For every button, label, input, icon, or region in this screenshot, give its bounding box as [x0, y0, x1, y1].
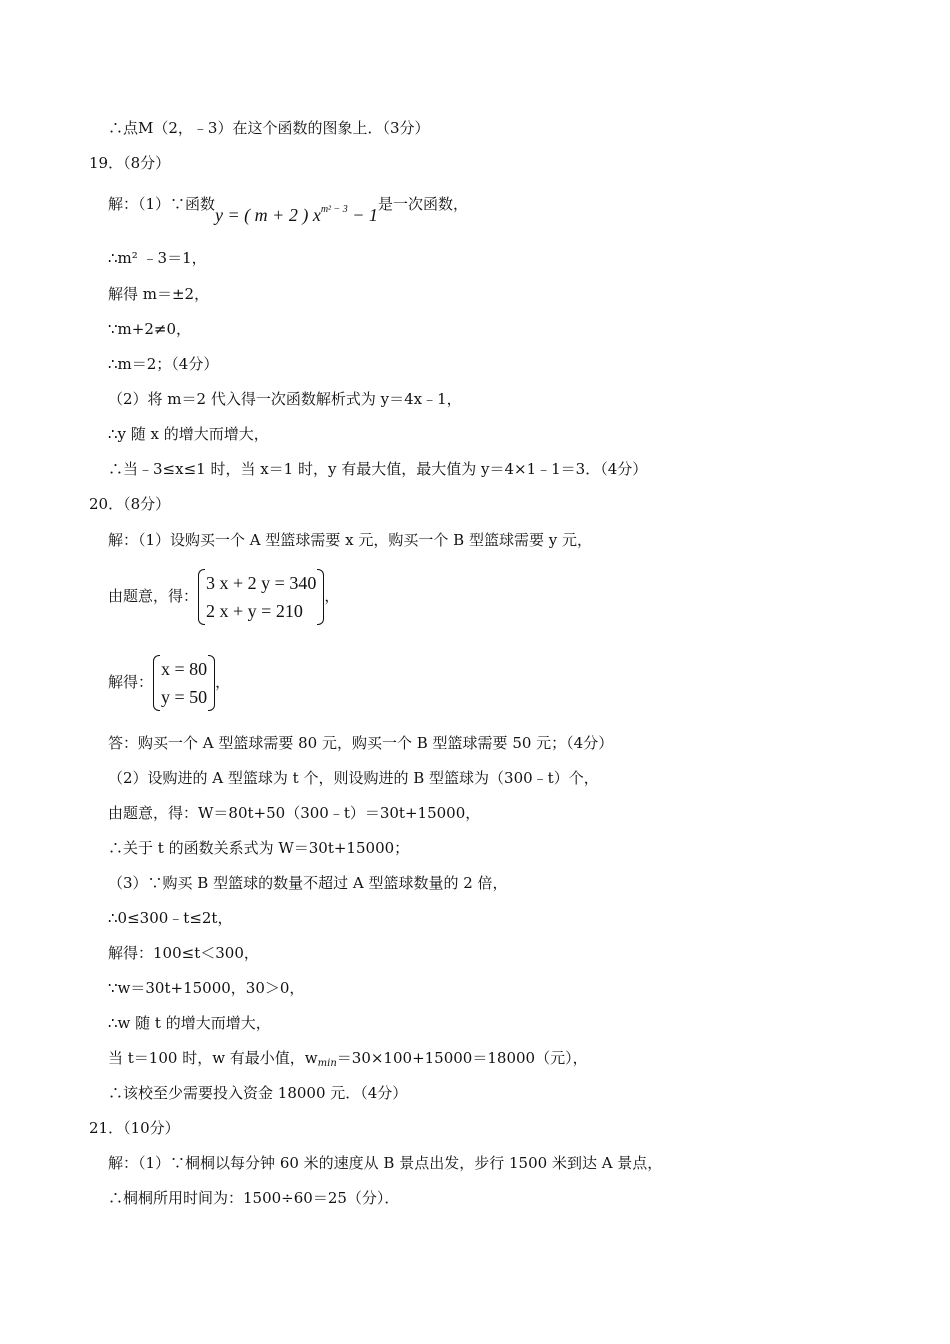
text-line: ∴关于 t 的函数关系式为 W＝30t+15000；: [108, 839, 410, 857]
text-line: 答：购买一个 A 型篮球需要 80 元，购买一个 B 型篮球需要 50 元；（4分）: [108, 734, 614, 752]
formula-function: [215, 205, 378, 225]
subscript: min: [317, 1058, 337, 1069]
text-fragment: ＝30×100+15000＝18000（元），: [336, 1049, 588, 1067]
text-line: 解得 m＝±2，: [108, 285, 210, 303]
equation-row: y = 50: [161, 687, 208, 707]
text-line: 由题意，得：W＝80t+50（300﹣t）＝30t+15000，: [108, 804, 481, 822]
formula-tail: − 1: [347, 205, 378, 225]
right-paren: [317, 569, 324, 625]
text-line: ∴当﹣3≤x≤1 时，当 x＝1 时，y 有最大值，最大值为 y＝4×1﹣1＝3．（4分）: [108, 460, 648, 478]
text-line: （2）将 m＝2 代入得一次函数解析式为 y＝4x﹣1，: [108, 390, 462, 408]
text-line: （3）∵购买 B 型篮球的数量不超过 A 型篮球数量的 2 倍，: [108, 874, 508, 892]
text-line: ∴m² ﹣3＝1，: [108, 249, 207, 267]
equation-row: x = 80: [161, 659, 208, 679]
text-fragment: 解：（1）∵函数: [108, 195, 216, 213]
right-paren: [208, 655, 215, 711]
question-number-21: 21．（10分）: [89, 1119, 180, 1137]
text-fragment: ，: [324, 587, 340, 605]
question-number-19: 19．（8分）: [89, 154, 171, 172]
question-number-20: 20．（8分）: [89, 495, 171, 513]
text-line: 解得：100≤t＜300，: [108, 944, 259, 962]
equation-row: 3 x + 2 y = 340: [206, 573, 317, 593]
left-brace: [198, 569, 205, 625]
solution-20-result: [108, 652, 230, 712]
text-line: ∴m＝2；（4分）: [108, 355, 219, 373]
text-line: ∴y 随 x 的增大而增大，: [108, 425, 269, 443]
text-line: ∴w 随 t 的增大而增大，: [108, 1014, 271, 1032]
text-fragment: 解得：: [108, 673, 154, 691]
text-line: [108, 1048, 588, 1071]
text-line: ∴0≤300﹣t≤2t，: [108, 909, 233, 927]
equation-row: 2 x + y = 210: [206, 601, 303, 621]
solution-system: [153, 655, 215, 711]
text-line: ∴该校至少需要投入资金 18000 元．（4分）: [108, 1084, 408, 1102]
text-fragment: 是一次函数，: [377, 195, 468, 213]
text-line: 解：（1）∵桐桐以每分钟 60 米的速度从 B 景点出发，步行 1500 米到达 A 景点，: [108, 1154, 663, 1172]
text-fragment: 由题意，得：: [108, 587, 199, 605]
solution-20-system: [108, 566, 339, 626]
text-line: ∴桐桐所用时间为：1500÷60＝25（分）．: [108, 1189, 400, 1207]
text-line: ∵w＝30t+15000，30＞0，: [108, 979, 305, 997]
text-line: （2）设购进的 A 型篮球为 t 个，则设购进的 B 型篮球为（300﹣t）个，: [108, 769, 599, 787]
text-line: ∵m+2≠0，: [108, 320, 191, 338]
equation-system: [198, 569, 324, 625]
formula-main: y = ( m + 2 ) x: [215, 205, 321, 225]
text-line: ∴点M（2，﹣3）在这个函数的图象上．（3分）: [108, 119, 430, 137]
solution-19-line-1: [108, 188, 468, 225]
text-fragment: 当 t＝100 时，w 有最小值，w: [108, 1049, 318, 1067]
text-fragment: ，: [215, 673, 231, 691]
left-brace: [153, 655, 160, 711]
text-line: 解：（1）设购买一个 A 型篮球需要 x 元，购买一个 B 型篮球需要 y 元，: [108, 531, 592, 549]
formula-exponent: m² − 3: [320, 204, 348, 215]
